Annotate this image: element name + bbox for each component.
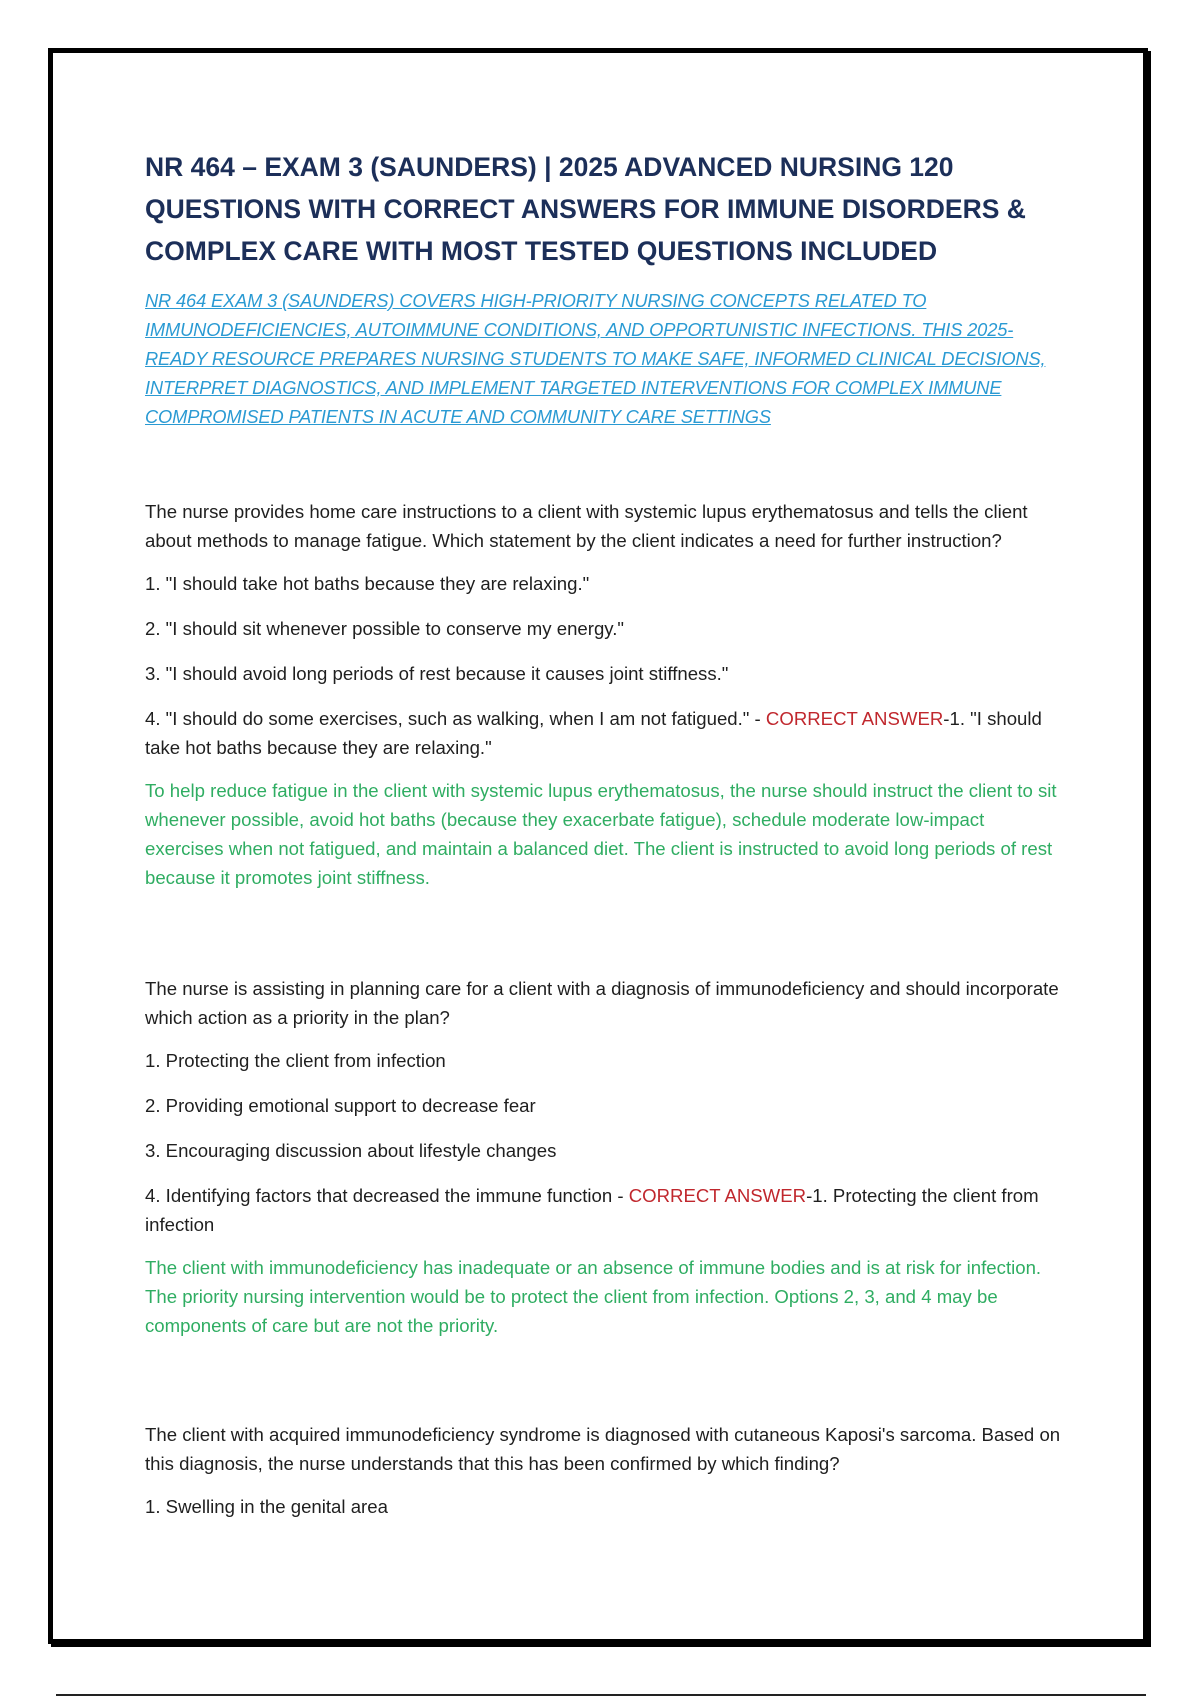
- correct-answer-label: CORRECT ANSWER: [765, 708, 944, 729]
- answer-option-text: 4. Identifying factors that decreased the immune function -: [145, 1185, 629, 1206]
- answer-rationale: To help reduce fatigue in the client with systemic lupus erythematosus, the nurse should instruct the client to sit whenever possible, avoid hot baths (because they exacerbate fatigue), schedule moderate low-impact exercises when not fatigued, and maintain a balanced diet. The client is instructed to avoid long periods of rest because it promotes joint stiffness.: [145, 780, 1057, 888]
- answer-option: 1. "I should take hot baths because they are relaxing.": [145, 573, 590, 594]
- answer-option-with-answer: [145, 1181, 1065, 1239]
- correct-answer-label: CORRECT ANSWER: [628, 1185, 807, 1206]
- answer-option-text: 4. "I should do some exercises, such as walking, when I am not fatigued." -: [145, 708, 766, 729]
- answer-option: 3. Encouraging discussion about lifestyle changes: [145, 1140, 557, 1161]
- question-stem: The client with acquired immunodeficiency syndrome is diagnosed with cutaneous Kaposi's sarcoma. Based on this diagnosis, the nurse understands that this has been confirmed by which finding?: [145, 1424, 1061, 1474]
- answer-option: 2. Providing emotional support to decrease fear: [145, 1095, 536, 1116]
- document-body: [145, 146, 1065, 1537]
- question-2: [145, 974, 1065, 1340]
- document-title: NR 464 – EXAM 3 (SAUNDERS) | 2025 ADVANCED NURSING 120 QUESTIONS WITH CORRECT ANSWERS FOR IMMUNE DISORDERS & COMPLEX CARE WITH MOST TESTED QUESTIONS INCLUDED: [145, 152, 1026, 266]
- question-1: [145, 497, 1065, 892]
- correct-answer-text: -1. "I should take hot baths because they are relaxing.": [145, 708, 1042, 758]
- answer-option: 1. Swelling in the genital area: [145, 1496, 388, 1517]
- correct-answer-text: -1. Protecting the client from infection: [145, 1185, 1039, 1235]
- question-stem: The nurse is assisting in planning care for a client with a diagnosis of immunodeficiency and should incorporate which action as a priority in the plan?: [145, 978, 1059, 1028]
- answer-option-with-answer: [145, 704, 1065, 762]
- answer-option: 3. "I should avoid long periods of rest because it causes joint stiffness.": [145, 663, 729, 684]
- answer-option: 1. Protecting the client from infection: [145, 1050, 446, 1071]
- answer-rationale: The client with immunodeficiency has inadequate or an absence of immune bodies and is at risk for infection. The priority nursing intervention would be to protect the client from infection. Options 2, 3, and 4 may be components of care but are not the priority.: [145, 1257, 1042, 1336]
- page-divider: [56, 1694, 1146, 1696]
- document-subtitle-link[interactable]: NR 464 EXAM 3 (SAUNDERS) COVERS HIGH-PRIORITY NURSING CONCEPTS RELATED TO IMMUNODEFICIENCIES, AUTOIMMUNE CONDITIONS, AND OPPORTUNISTIC INFECTIONS. THIS 2025-READY RESOURCE PREPARES NURSING STUDENTS TO MAKE SAFE, INFORMED CLINICAL DECISIONS, INTERPRET DIAGNOSTICS, AND IMPLEMENT TARGETED INTERVENTIONS FOR COMPLEX IMMUNE COMPROMISED PATIENTS IN ACUTE AND COMMUNITY CARE SETTINGS: [145, 290, 1046, 427]
- question-stem: The nurse provides home care instructions to a client with systemic lupus erythematosus and tells the client about methods to manage fatigue. Which statement by the client indicates a need for further instruction?: [145, 501, 1028, 551]
- question-3: [145, 1420, 1065, 1521]
- answer-option: 2. "I should sit whenever possible to conserve my energy.": [145, 618, 624, 639]
